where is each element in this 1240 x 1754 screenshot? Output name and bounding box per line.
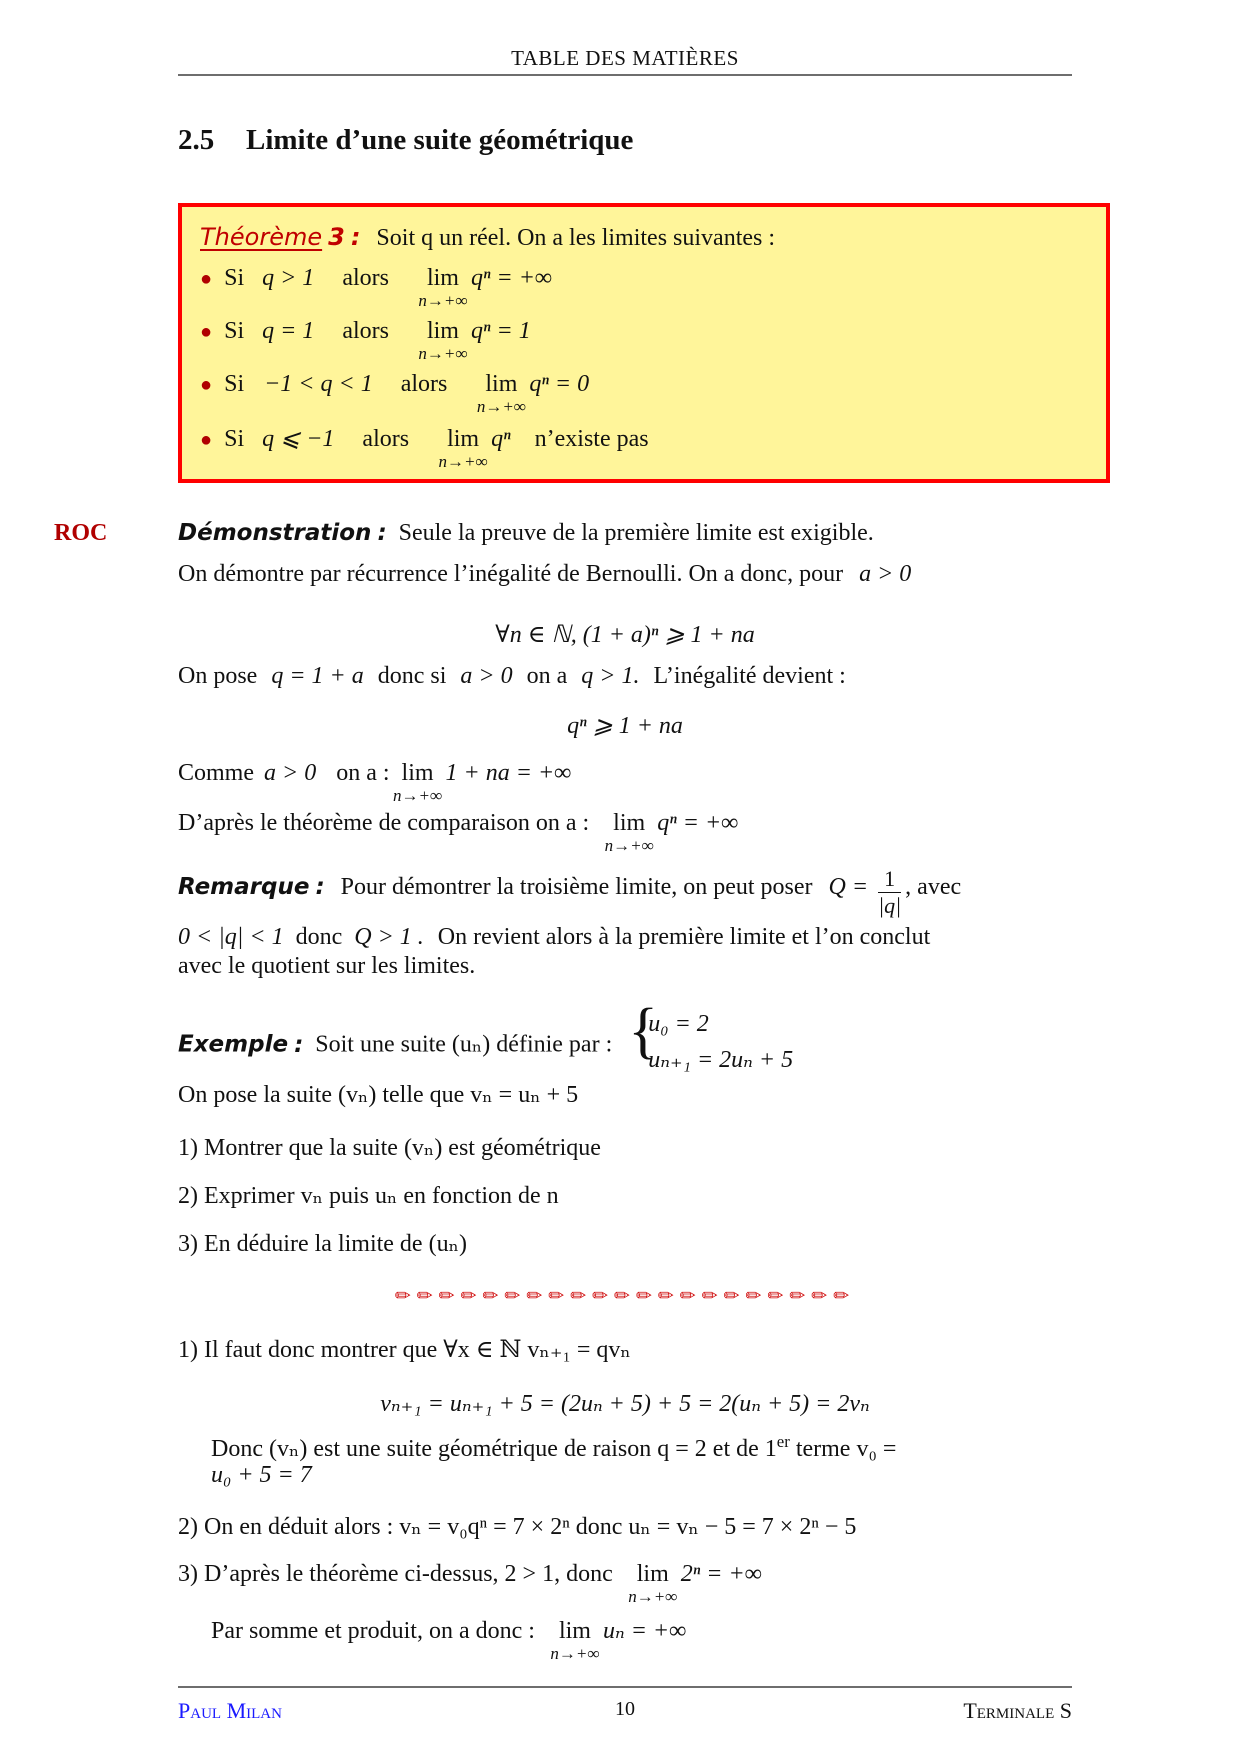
footer-class: Terminale S: [963, 1698, 1072, 1723]
brace-icon: {: [628, 997, 659, 1065]
limit-operator: lim n→+∞: [550, 1618, 600, 1663]
bullet-icon: ●: [200, 321, 213, 343]
theorem-number: 3: [328, 223, 345, 251]
theorem-box: [178, 203, 1110, 483]
question-item: 3) En déduire la limite de (uₙ): [178, 1231, 467, 1257]
section-number: 2.5: [178, 124, 215, 156]
solution-item: 2) On en déduit alors : vₙ = v₀qⁿ = 7 × 2ⁿ donc uₙ = vₙ − 5 = 7 × 2ⁿ − 5: [178, 1514, 857, 1540]
theorem-item: ● Si q = 1 alors lim n→+∞ qⁿ = 1: [200, 318, 531, 363]
limit-operator: lim n→+∞: [628, 1561, 678, 1606]
section-title: Limite d’une suite géométrique: [246, 124, 634, 156]
demonstration-line: Comme a > 0 on a : lim n→+∞ 1 + na = +∞: [178, 760, 572, 805]
solution-conclusion: Donc (vₙ) est une suite géométrique de raison q = 2 et de 1er terme v₀ =: [211, 1432, 897, 1462]
question-item: 1) Montrer que la suite (vₙ) est géométrique: [178, 1135, 601, 1161]
demonstration-line: On démontre par récurrence l’inégalité de Bernoulli. On a donc, pour a > 0: [178, 561, 912, 587]
recurrence-system: { u₀ = 2 uₙ₊₁ = 2uₙ + 5: [628, 997, 794, 1073]
limit-operator: lim n→+∞: [392, 760, 443, 805]
bullet-icon: ●: [200, 429, 213, 451]
roc-margin-note: ROC: [54, 520, 108, 546]
theorem-label: Théorème: [200, 223, 323, 251]
footer-author: Paul Milan: [178, 1698, 282, 1723]
theorem-colon: :: [350, 223, 361, 251]
inequality: qⁿ ⩾ 1 + na: [567, 713, 683, 739]
theorem-header: [200, 223, 775, 252]
example-line: On pose la suite (vₙ) telle que vₙ = uₙ + 5: [178, 1082, 579, 1108]
remark-line: 0 < |q| < 1 donc Q > 1 . On revient alors à la première limite et l’on conclut: [178, 924, 931, 950]
solution-item: 3) D’après le théorème ci-dessus, 2 > 1, donc lim n→+∞ 2ⁿ = +∞: [178, 1561, 762, 1606]
page-number: 10: [615, 1698, 635, 1720]
limit-operator: lim n→+∞: [476, 371, 526, 416]
theorem-intro: Soit q un réel. On a les limites suivantes :: [376, 225, 776, 251]
fraction: $\frac{1}{|q|}$: [878, 866, 902, 918]
question-item: 2) Exprimer vₙ puis uₙ en fonction de n: [178, 1183, 559, 1209]
footer-rule: [178, 1686, 1072, 1688]
demonstration-line: On pose q = 1 + a donc si a > 0 on a q > 1. L’inégalité devient :: [178, 663, 846, 689]
limit-operator: lim n→+∞: [604, 810, 654, 855]
limit-operator: lim n→+∞: [438, 426, 488, 471]
demonstration-header: Démonstration : Seule la preuve de la première limite est exigible.: [178, 520, 874, 546]
remark-line: Remarque : Pour démontrer la troisième limite, on peut poser Q = $\frac{1}{|q|}$ , avec: [178, 866, 962, 918]
solution-item: Par somme et produit, on a donc : lim n→+∞ uₙ = +∞: [211, 1618, 687, 1663]
solution-equation: vₙ₊₁ = uₙ₊₁ + 5 = (2uₙ + 5) + 5 = 2(uₙ + 5) = 2vₙ: [380, 1391, 870, 1417]
example-label: Exemple: [178, 1031, 289, 1058]
example-line: Exemple : Soit une suite (uₙ) définie par : { u₀ = 2 uₙ₊₁ = 2uₙ + 5: [178, 1010, 793, 1082]
solution-conclusion: u₀ + 5 = 7: [211, 1462, 312, 1488]
limit-operator: lim n→+∞: [418, 265, 468, 310]
demonstration-line: D’après le théorème de comparaison on a : lim n→+∞ qⁿ = +∞: [178, 810, 739, 855]
solution-item: 1) Il faut donc montrer que ∀x ∈ ℕ vₙ₊₁ = qvₙ: [178, 1337, 631, 1363]
remark-line: avec le quotient sur les limites.: [178, 953, 476, 979]
limit-operator: lim n→+∞: [418, 318, 468, 363]
pencil-separator-icon: ✏✏✏✏✏✏✏✏✏✏✏✏✏✏✏✏✏✏✏✏✏: [394, 1286, 856, 1307]
bullet-icon: ●: [200, 374, 213, 396]
running-header: TABLE DES MATIÈRES: [511, 46, 739, 70]
remark-label: Remarque: [178, 874, 310, 901]
section-heading: [178, 124, 633, 157]
theorem-item: ● Si q > 1 alors lim n→+∞ qⁿ = +∞: [200, 265, 553, 310]
demonstration-label: Démonstration: [178, 520, 372, 546]
bullet-icon: ●: [200, 268, 213, 290]
bernoulli-inequality: ∀n ∈ ℕ, (1 + a)ⁿ ⩾ 1 + na: [495, 622, 755, 648]
theorem-item: ● Si −1 < q < 1 alors lim n→+∞ qⁿ = 0: [200, 371, 590, 416]
header-rule: [178, 74, 1072, 76]
theorem-item: ● Si q ⩽ −1 alors lim n→+∞ qⁿ n’existe pas: [200, 426, 649, 471]
